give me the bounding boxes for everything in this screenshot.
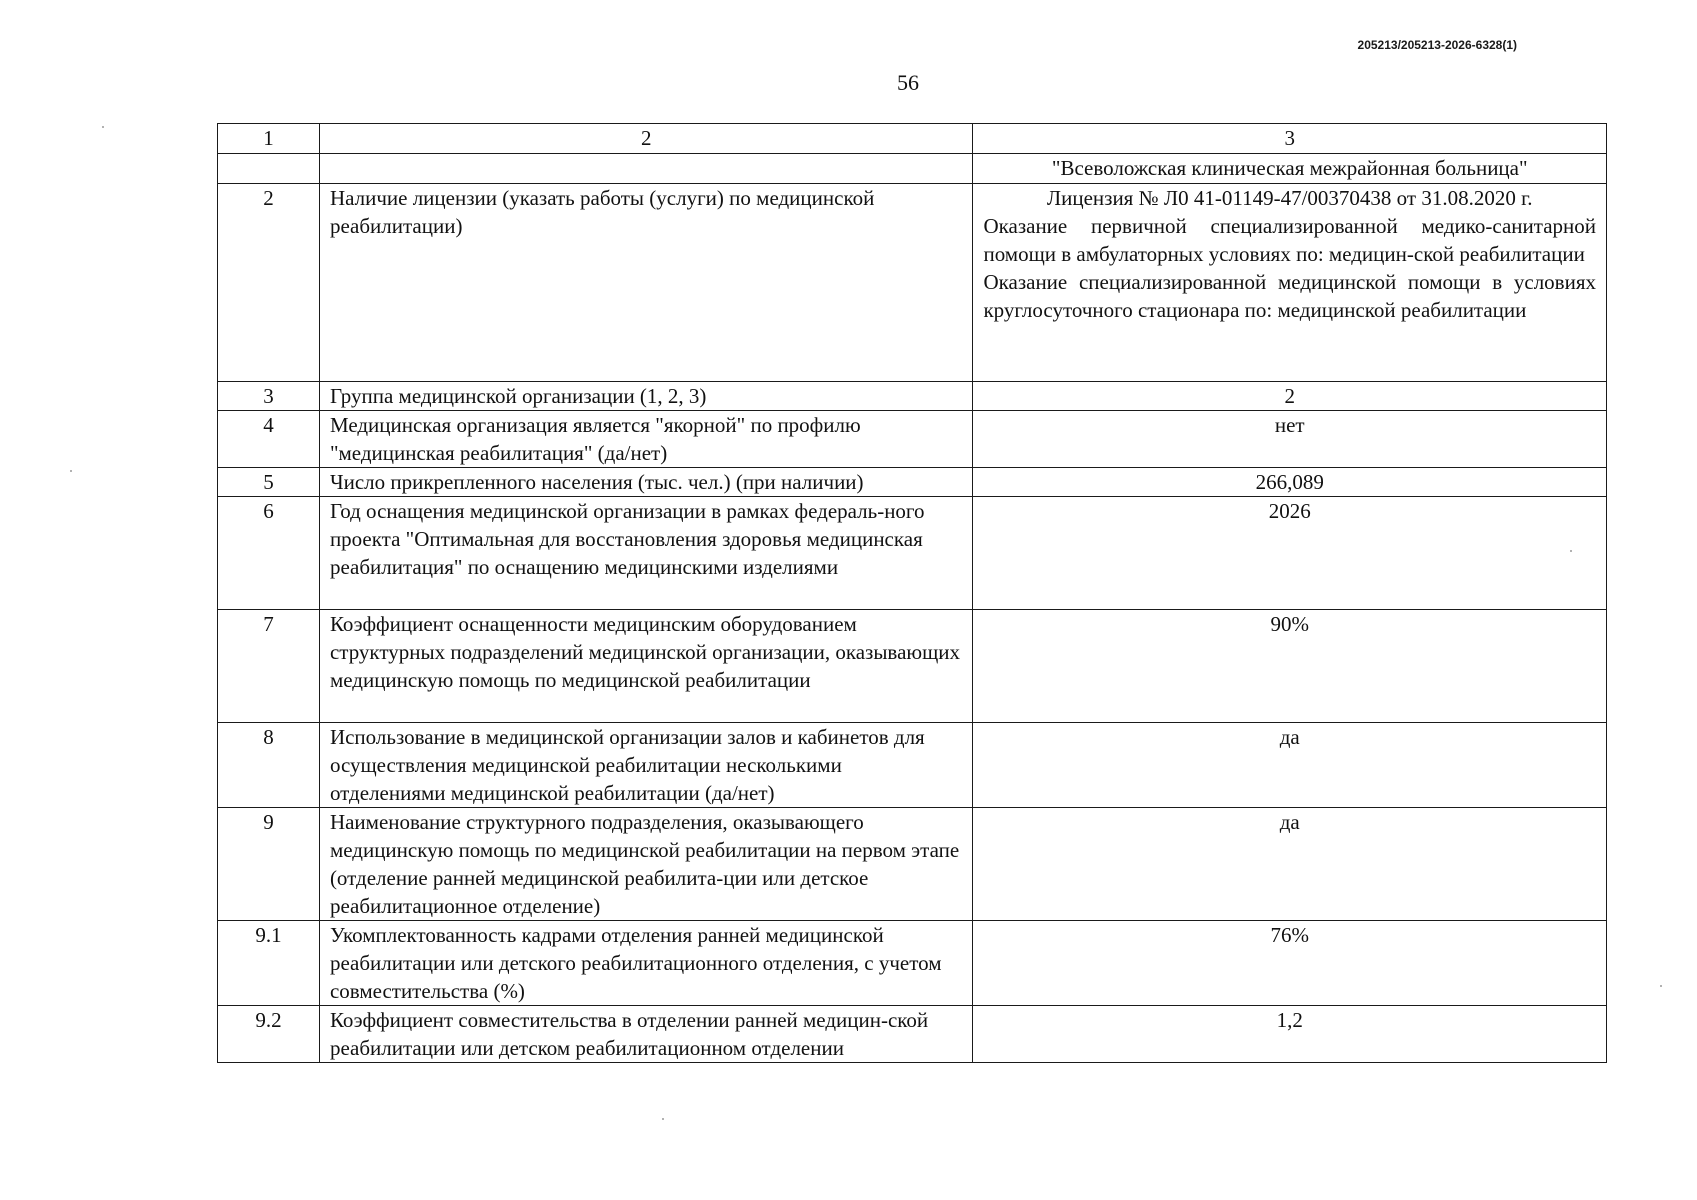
table-row [218, 723, 1607, 808]
table-row [218, 184, 1607, 382]
row-description: Число прикрепленного населения (тыс. чел.) (при наличии) [319, 468, 973, 497]
row-value: нет [973, 411, 1607, 468]
column-header-2: 2 [319, 124, 973, 154]
scan-speck [1570, 550, 1572, 552]
table-row [218, 497, 1607, 610]
table-header-row [218, 124, 1607, 154]
column-header-1: 1 [218, 124, 320, 154]
row-number: 2 [218, 184, 320, 382]
row-description: Наименование структурного подразделения, оказывающего медицинскую помощь по медицинской реабилитации на первом этапе (отделение ранней медицинской реабилита-ции или детское реабилитационное отделение) [319, 808, 973, 921]
license-service-1: Оказание первичной специализированной медико-санитарной помощи в амбулаторных условиях по: медицин-ской реабилитации [983, 214, 1596, 266]
row-description: Коэффициент совместительства в отделении ранней медицин-ской реабилитации или детском реабилитационном отделении [319, 1006, 973, 1063]
row-value: да [973, 723, 1607, 808]
table-row [218, 1006, 1607, 1063]
row-value: 266,089 [973, 468, 1607, 497]
row-number: 7 [218, 610, 320, 723]
column-header-3: 3 [973, 124, 1607, 154]
scan-speck [70, 470, 72, 472]
table-row [218, 610, 1607, 723]
table-row [218, 921, 1607, 1006]
row-value: 76% [973, 921, 1607, 1006]
row-description: Коэффициент оснащенности медицинским оборудованием структурных подразделений медицинской организации, оказывающих медицинскую помощь по медицинской реабилитации [319, 610, 973, 723]
license-service-2: Оказание специализированной медицинской помощи в условиях круглосуточного стационара по: медицинской реабилитации [983, 270, 1596, 322]
row-value: 2 [973, 382, 1607, 411]
row-value: 2026 [973, 497, 1607, 610]
license-line: Лицензия № Л0 41-01149-47/00370438 от 31.08.2020 г. [1046, 186, 1533, 210]
row-number: 4 [218, 411, 320, 468]
row-number: 5 [218, 468, 320, 497]
row-number: 9 [218, 808, 320, 921]
row-value: да [973, 808, 1607, 921]
row-value: 90% [973, 610, 1607, 723]
table-row [218, 382, 1607, 411]
scan-speck [1660, 985, 1662, 987]
row-number: 3 [218, 382, 320, 411]
empty-cell [218, 154, 320, 184]
row-number: 8 [218, 723, 320, 808]
row-description: Укомплектованность кадрами отделения ранней медицинской реабилитации или детского реабилитационного отделения, с учетом совместительства (%) [319, 921, 973, 1006]
row-description: Использование в медицинской организации залов и кабинетов для осуществления медицинской реабилитации несколькими отделениями медицинской реабилитации (да/нет) [319, 723, 973, 808]
page-number: 56 [897, 70, 919, 95]
row-number: 9.1 [218, 921, 320, 1006]
license-cell [973, 184, 1607, 382]
document-id: 205213/205213-2026-6328(1) [1357, 38, 1517, 52]
row-description: Группа медицинской организации (1, 2, 3) [319, 382, 973, 411]
table-row [218, 468, 1607, 497]
row-description: Медицинская организация является "якорной" по профилю "медицинская реабилитация" (да/нет) [319, 411, 973, 468]
row-value: 1,2 [973, 1006, 1607, 1063]
organization-name: "Всеволожская клиническая межрайонная больница" [973, 154, 1607, 184]
table-row [218, 808, 1607, 921]
scan-speck [102, 126, 104, 128]
empty-cell [319, 154, 973, 184]
row-number: 9.2 [218, 1006, 320, 1063]
table-row [218, 411, 1607, 468]
scan-speck [662, 1118, 664, 1120]
rehab-info-table [217, 123, 1607, 1063]
table-row-org-name [218, 154, 1607, 184]
row-description: Год оснащения медицинской организации в рамках федераль-ного проекта "Оптимальная для восстановления здоровья медицинская реабилитация" по оснащению медицинскими изделиями [319, 497, 973, 610]
row-description: Наличие лицензии (указать работы (услуги) по медицинской реабилитации) [319, 184, 973, 382]
row-number: 6 [218, 497, 320, 610]
